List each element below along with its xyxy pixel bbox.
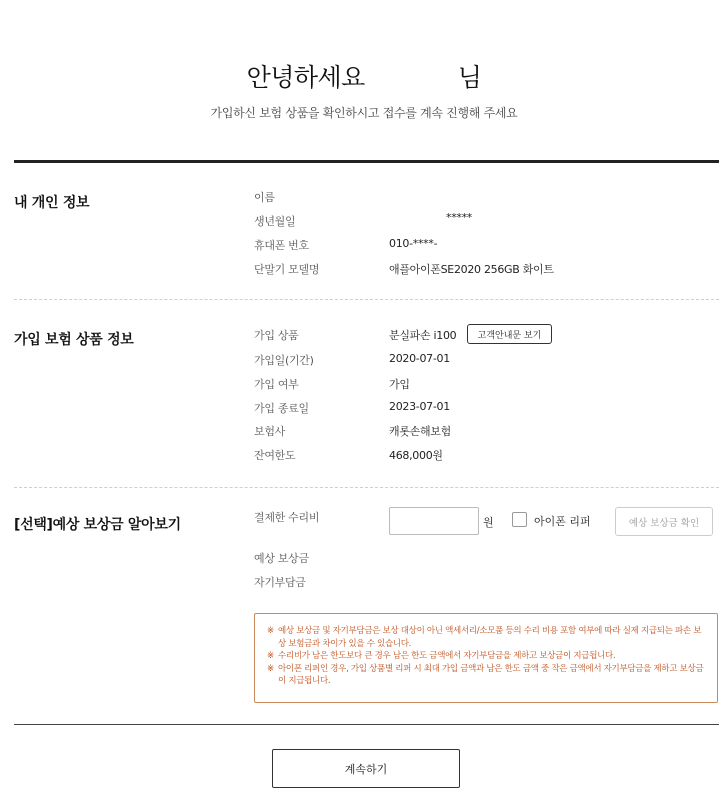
notice-text: 아이폰 리퍼인 경우, 가입 상품별 리퍼 시 최대 가입 금액과 남은 한도 금액 중 작은 금액에서 자기부담금을 제하고 보상금이 지급됩니다. xyxy=(278,663,704,686)
phone-label: 휴대폰 번호 xyxy=(254,239,309,252)
estimate-check-button[interactable]: 예상 보상금 확인 xyxy=(615,507,713,536)
masked-user-name xyxy=(372,66,450,92)
notice-box xyxy=(254,613,718,703)
deductible-label: 자기부담금 xyxy=(254,576,306,589)
won-unit-label: 원 xyxy=(483,516,494,529)
top-divider xyxy=(14,160,719,163)
name-label: 이름 xyxy=(254,191,275,204)
notice-item xyxy=(267,650,705,663)
continue-button[interactable]: 계속하기 xyxy=(272,749,460,788)
greeting-prefix: 안녕하세요 xyxy=(246,63,365,92)
remaining-limit-value: 468,000원 xyxy=(389,449,443,462)
join-status-label: 가입 여부 xyxy=(254,378,299,391)
reference-mark: ※ xyxy=(267,663,274,674)
notice-text: 예상 보상금 및 자기부담금은 보상 대상이 아닌 액세서리/소모품 등의 수리 비용 포함 여부에 따라 실제 지급되는 파손 보상 보험금과 차이가 있을 수 있습니다. xyxy=(278,626,702,649)
insurer-label: 보험사 xyxy=(254,425,285,438)
greeting-title xyxy=(0,58,728,94)
masked-name xyxy=(389,190,449,202)
section-divider xyxy=(14,487,719,488)
repair-cost-label: 결제한 수리비 xyxy=(254,511,320,524)
greeting-suffix: 님 xyxy=(457,63,482,92)
phone-value: 010-****- xyxy=(389,237,438,250)
estimate-title: [선택]예상 보상금 알아보기 xyxy=(14,517,181,533)
end-date-value: 2023-07-01 xyxy=(389,400,450,413)
product-label: 가입 상품 xyxy=(254,329,299,342)
iphone-refurb-checkbox[interactable] xyxy=(512,512,527,527)
device-model-value: 애플아이폰SE2020 256GB 화이트 xyxy=(389,263,554,276)
join-date-value: 2020-07-01 xyxy=(389,352,450,365)
join-status-value: 가입 xyxy=(389,378,410,391)
bottom-divider xyxy=(14,724,719,725)
birthdate-value: ***** xyxy=(446,211,473,224)
iphone-refurb-label: 아이폰 리퍼 xyxy=(534,515,591,528)
insurer-value: 캐롯손해보험 xyxy=(389,425,451,438)
notice-item xyxy=(267,663,705,688)
join-date-label: 가입일(기간) xyxy=(254,354,314,367)
notice-item xyxy=(267,625,705,650)
reference-mark: ※ xyxy=(267,626,274,636)
section-divider xyxy=(14,299,719,300)
end-date-label: 가입 종료일 xyxy=(254,402,309,415)
remaining-limit-label: 잔여한도 xyxy=(254,449,296,462)
personal-info-title: 내 개인 정보 xyxy=(14,195,90,211)
reference-mark: ※ xyxy=(267,651,274,661)
customer-guide-button[interactable]: 고객안내문 보기 xyxy=(467,324,552,344)
birthdate-label: 생년월일 xyxy=(254,215,296,228)
repair-cost-input[interactable] xyxy=(389,507,479,535)
expected-compensation-label: 예상 보상금 xyxy=(254,552,309,565)
name-value xyxy=(389,189,449,202)
product-info-title: 가입 보험 상품 정보 xyxy=(14,332,134,348)
page-subtitle: 가입하신 보험 상품을 확인하시고 접수를 계속 진행해 주세요 xyxy=(210,106,518,120)
notice-text: 수리비가 남은 한도보다 큰 경우 남은 한도 금액에서 자기부담금을 제하고 보상금이 지급됩니다. xyxy=(278,651,616,661)
device-model-label: 단말기 모델명 xyxy=(254,263,320,276)
product-value: 분실파손 i100 xyxy=(389,329,457,342)
